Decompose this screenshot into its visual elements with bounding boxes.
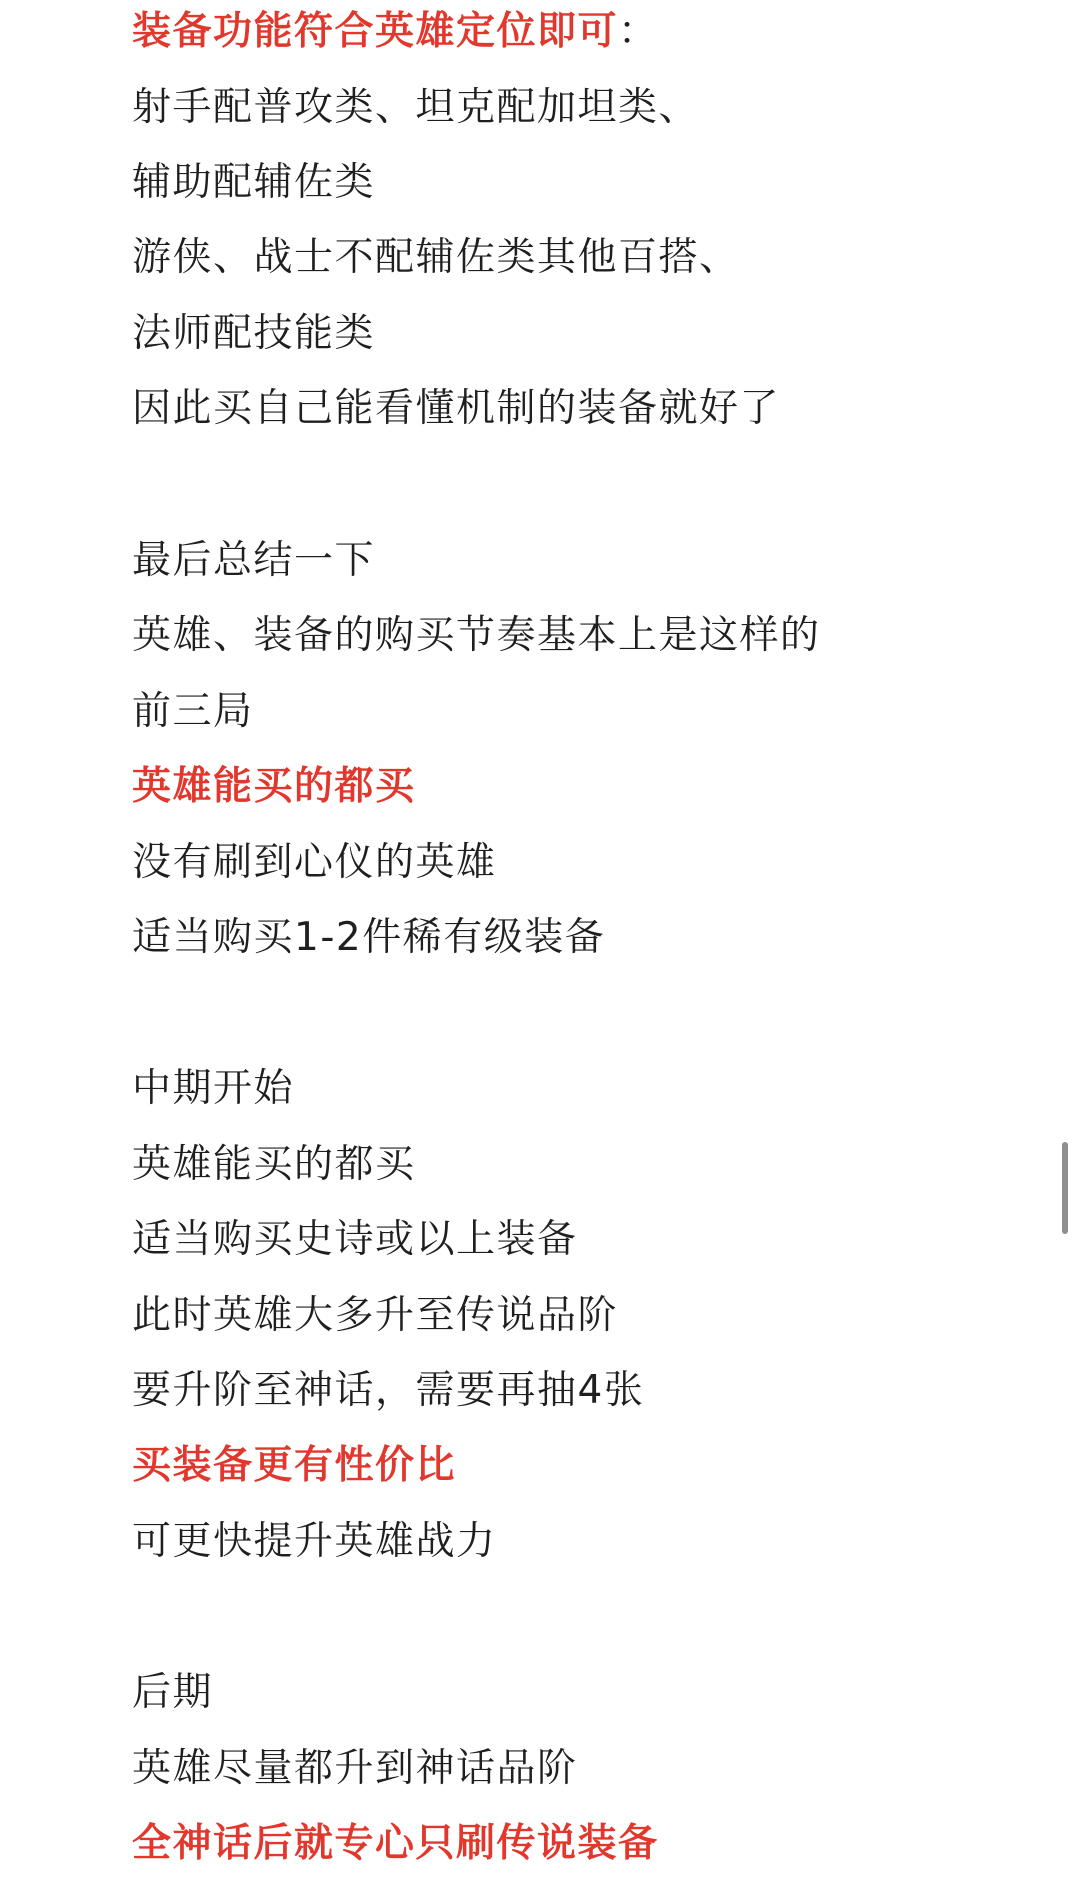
text-line: 可更快提升英雄战力 xyxy=(132,1519,497,1564)
text-line: 英雄尽量都升到神话品阶 xyxy=(132,1746,578,1791)
highlight-line-buy-heroes: 英雄能买的都买 xyxy=(132,764,416,809)
section-heading-early: 前三局 xyxy=(132,689,254,734)
section-heading-late: 后期 xyxy=(132,1670,214,1715)
vertical-scrollbar[interactable] xyxy=(1062,1142,1068,1234)
section-heading-summary: 最后总结一下 xyxy=(132,538,376,583)
text-line: 辅助配辅佐类 xyxy=(132,160,376,205)
text-line: 要升阶至神话，需要再抽4张 xyxy=(132,1368,645,1413)
text-line: 此时英雄大多升至传说品阶 xyxy=(132,1293,619,1338)
text-line: 游侠、战士不配辅佐类其他百搭、 xyxy=(132,235,740,280)
highlight-line-gear-role: 装备功能符合英雄定位即可： xyxy=(132,9,659,54)
text-line: 英雄、装备的购买节奏基本上是这样的 xyxy=(132,613,821,658)
highlight-line-gear-value: 买装备更有性价比 xyxy=(132,1443,457,1488)
text-line: 射手配普攻类、坦克配加坦类、 xyxy=(132,85,700,130)
highlight-line-legend-gear: 全神话后就专心只刷传说装备 xyxy=(132,1821,659,1866)
text-line: 因此买自己能看懂机制的装备就好了 xyxy=(132,386,781,431)
text-line: 英雄能买的都买 xyxy=(132,1142,416,1187)
text-line: 适当购买1-2件稀有级装备 xyxy=(132,915,606,960)
section-heading-mid: 中期开始 xyxy=(132,1066,295,1111)
text-line: 适当购买史诗或以上装备 xyxy=(132,1217,578,1262)
text-line: 法师配技能类 xyxy=(132,311,376,356)
text-line: 没有刷到心仪的英雄 xyxy=(132,840,497,885)
